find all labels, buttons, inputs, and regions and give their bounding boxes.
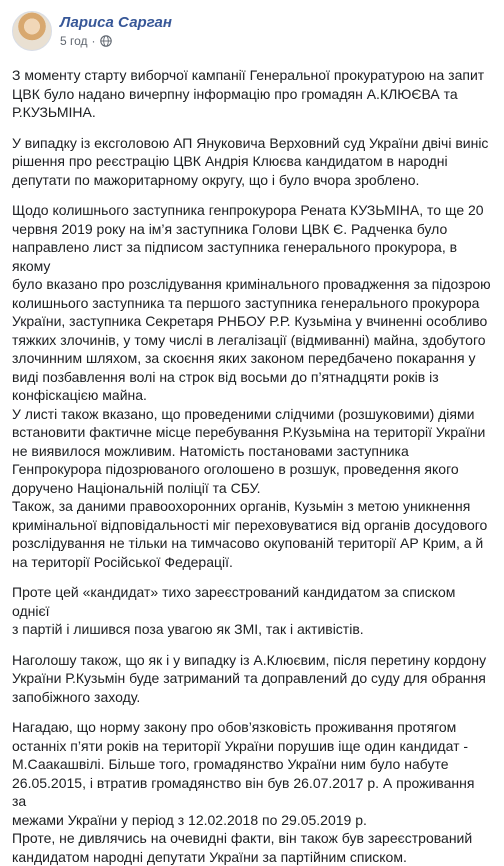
post-paragraph: У випадку із ексголовою АП Януковича Верховний суд України двічі виніс рішення про реєстрацію ЦВК Андрія Клюєва кандидатом в народні депутати по мажоритарному округу, що і було вчора зроблено. (12, 134, 489, 188)
post-header (12, 8, 492, 54)
post-paragraph: Щодо колишнього заступника генпрокурора Рената КУЗЬМІНА, то ще 20 червня 2019 року на ім’я заступника Голови ЦВК Є. Радченка було направлено лист за підписом заступника генерального прокурора, в якому було вказано про розслідування кримінального провадження за підозрою колишнього заступника та першого заступника генерального прокурора України, заступника Секретаря РНБОУ Р.Р. Кузьміна у вчиненні особливо тяжких злочинів, у тому числі в легалізації (відмиванні) майна, здобутого злочинним шляхом, за скоєння яких законом передбачено покарання у виді позбавлення волі на строк від восьми до п’ятнадцяти років із конфіскацією майна. (12, 202, 491, 403)
globe-icon[interactable] (100, 35, 112, 47)
post-body (12, 66, 492, 866)
post-paragraph: Нагадаю, що норму закону про обов’язковість проживання протягом останніх п’яти років на території України порушив іще один кандидат - М.Саакашвілі. Більше того, громадянство України ним було набуте 26.05.2015, і втратив громадянство він був 26.07.2017 р. А проживання за межами України у період з 12.02.2018 по 29.05.2019 р. (12, 719, 475, 828)
post-paragraph: Проте, не дивлячись на очевидні факти, він також був зареєстрований кандидатом народні депутати України за партійним списком. (12, 830, 473, 865)
post-paragraph: Проте цей «кандидат» тихо зареєстрований кандидатом за списком однієї з партій і лишився поза увагою як ЗМІ, так і активістів. (12, 584, 456, 637)
post-paragraph: Наголошу також, що як і у випадку із А.Клюєвим, після перетину кордону України Р.Кузьмін буде затриманий та доправлений до суду для обрання запобіжного заходу. (12, 651, 487, 705)
author-name[interactable]: Лариса Сарган (60, 13, 172, 31)
post-paragraph: З моменту старту виборчої кампанії Генеральної прокуратурою на запит ЦВК було надано вичерпну інформацію про громадян А.КЛЮЄВА та Р.КУЗЬМІНА. (12, 67, 485, 120)
post-paragraph: У листі також вказано, що проведеними слідчими (розшуковими) діями встановити фактичне місце перебування Р.Кузьміна на території України не виявилося можливим. Натомість постановами заступника Генпрокурора підозрюваного оголошено в розшук, проведення якого доручено Національній поліції та СБУ. (12, 405, 486, 496)
post-meta (60, 14, 172, 49)
post-paragraph: Також, за даними правоохоронних органів, Кузьмін з метою уникнення кримінальної відповідальності міг переховуватися від органів досудового розслідування не тільки на тимчасово окупованій території АР Крим, а й на території Російської Федерації. (12, 498, 488, 570)
meta-separator: · (91, 33, 96, 48)
post-timestamp[interactable]: 5 год (60, 33, 88, 48)
post-time-row (60, 33, 172, 49)
author-avatar[interactable] (12, 11, 52, 51)
